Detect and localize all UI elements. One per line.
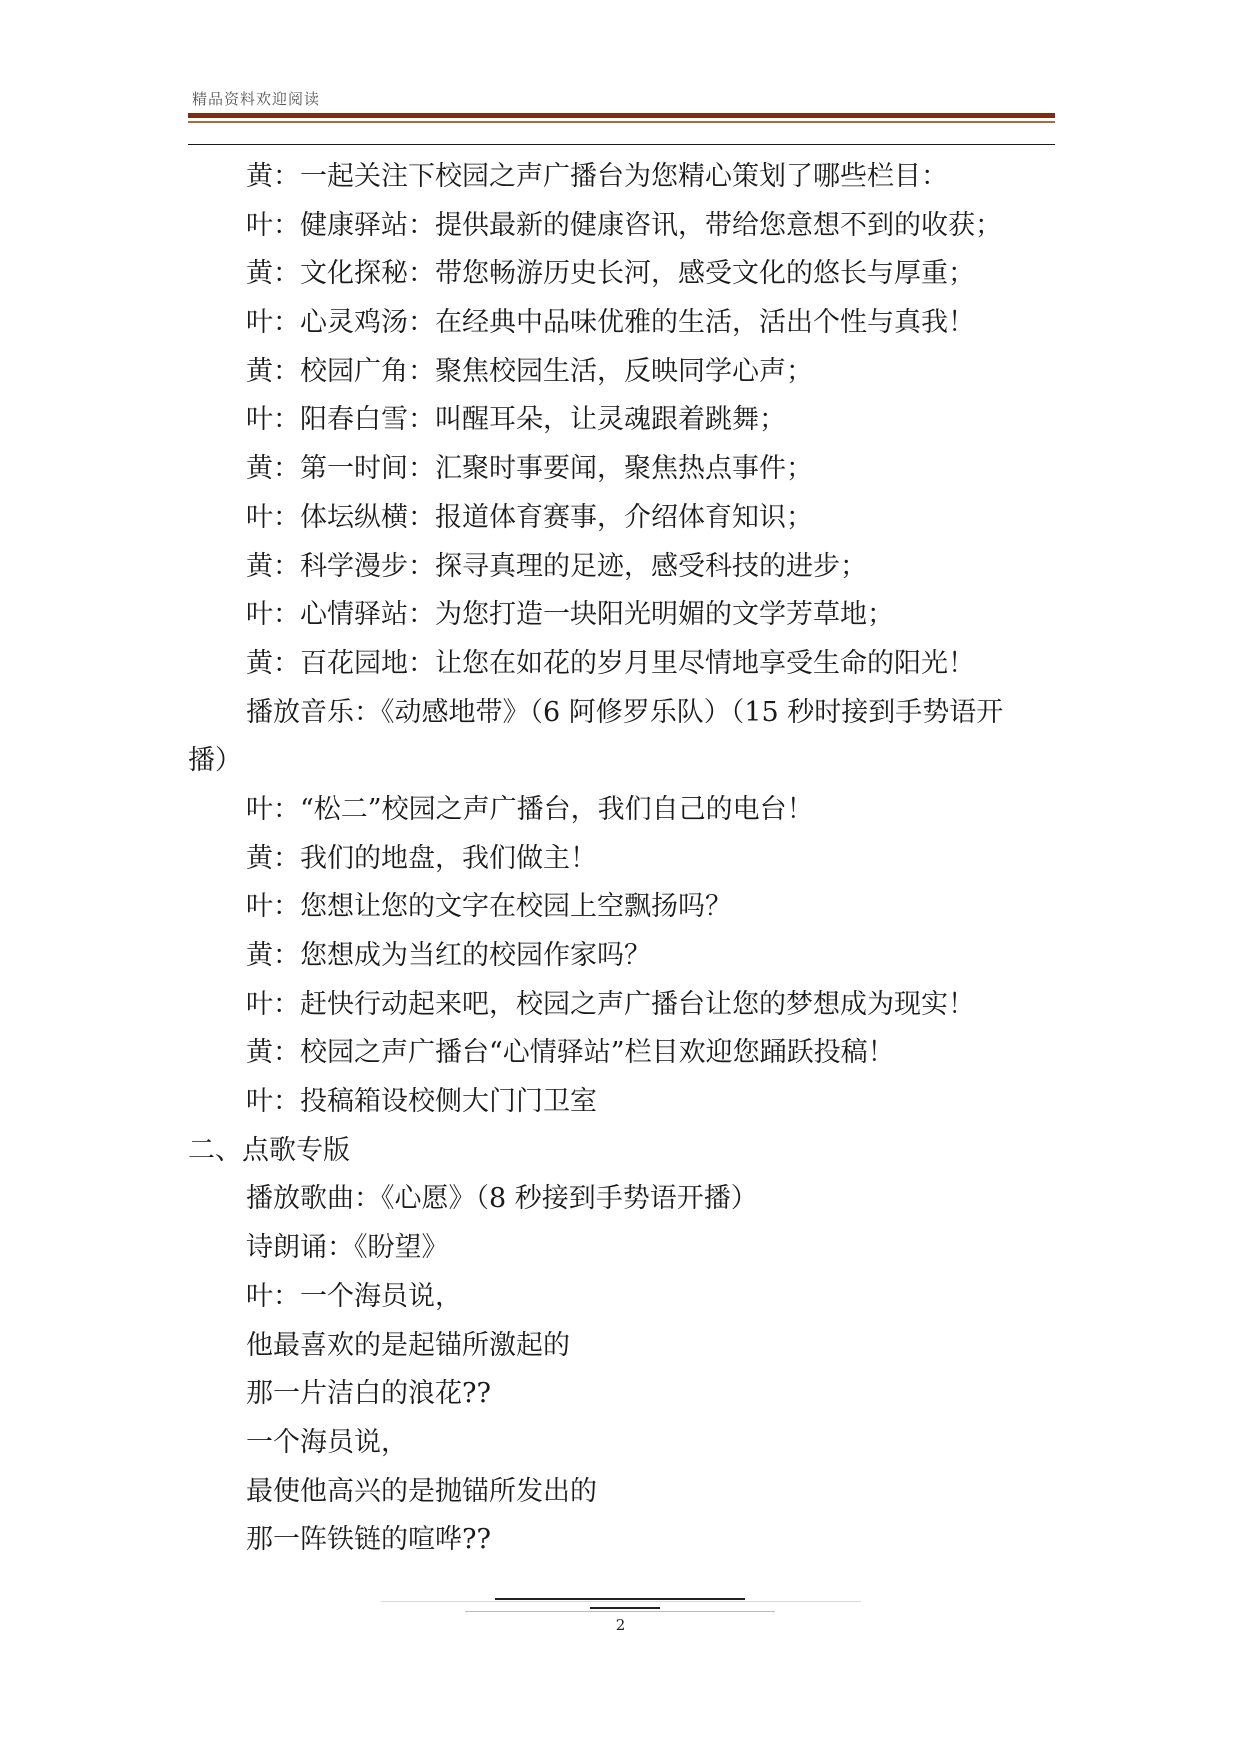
header-rule-thin	[188, 144, 1055, 145]
footer-rule	[495, 1598, 745, 1600]
poem-line: 一个海员说，	[246, 1426, 408, 1458]
text-line: 播放歌曲：《心愿》（8 秒接到手势语开播）	[246, 1183, 758, 1215]
text-line: 黄：我们的地盘，我们做主！	[246, 842, 597, 874]
text-line: 叶：心情驿站：为您打造一块阳光明媚的文学芳草地；	[246, 599, 894, 631]
poem-line: 那一片洁白的浪花??	[246, 1378, 491, 1410]
text-line: 黄：您想成为当红的校园作家吗？	[246, 940, 651, 971]
footer-rule	[590, 1607, 660, 1609]
section-heading: 二、点歌专版	[188, 1134, 350, 1166]
text-line: 叶：“松二”校园之声广播台，我们自己的电台！	[246, 793, 814, 825]
text-line: 叶：您想让您的文字在校园上空飘扬吗？	[246, 891, 732, 923]
document-body	[188, 153, 1058, 1565]
text-line: 叶：体坛纵横：报道体育赛事，介绍体育知识；	[246, 501, 813, 533]
text-line: 叶：投稿箱设校侧大门门卫室	[246, 1086, 597, 1118]
text-line: 播放音乐：《动感地带》（6 阿修罗乐队）（15 秒时接到手势语开	[246, 696, 1004, 728]
page-number: 2	[615, 1616, 626, 1634]
text-line: 叶：心灵鸡汤：在经典中品味优雅的生活，活出个性与真我！	[246, 307, 975, 339]
poem-line: 那一阵铁链的喧哗??	[246, 1524, 491, 1556]
poem-line: 他最喜欢的是起锚所激起的	[246, 1329, 570, 1361]
footer-rule	[465, 1611, 775, 1612]
text-line: 黄：科学漫步：探寻真理的足迹，感受科技的进步；	[246, 550, 867, 582]
header-rule-accent	[188, 121, 1055, 123]
text-line: 黄：第一时间：汇聚时事要闻，聚焦热点事件；	[246, 453, 813, 485]
text-line: 叶：赶快行动起来吧，校园之声广播台让您的梦想成为现实！	[246, 988, 975, 1020]
footer-rule	[381, 1601, 861, 1602]
header-title: 精品资料欢迎阅读	[192, 90, 321, 108]
text-line: 黄：校园之声广播台“心情驿站”栏目欢迎您踊跃投稿！	[246, 1037, 895, 1069]
text-line: 黄：一起关注下校园之声广播台为您精心策划了哪些栏目：	[246, 161, 948, 192]
header-rule-thick	[188, 113, 1055, 118]
text-line-continuation: 播）	[188, 745, 242, 777]
text-line: 诗朗诵：《盼望》	[246, 1232, 449, 1264]
poem-line: 叶：一个海员说，	[246, 1280, 462, 1312]
text-line: 黄：百花园地：让您在如花的岁月里尽情地享受生命的阳光！	[246, 647, 975, 679]
text-line: 黄：文化探秘：带您畅游历史长河，感受文化的悠长与厚重；	[246, 258, 975, 290]
poem-line: 最使他高兴的是抛锚所发出的	[246, 1475, 597, 1507]
text-line: 叶：阳春白雪：叫醒耳朵，让灵魂跟着跳舞；	[246, 404, 786, 436]
text-line: 叶：健康驿站：提供最新的健康咨讯，带给您意想不到的收获；	[246, 209, 1002, 241]
text-line: 黄：校园广角：聚焦校园生活，反映同学心声；	[246, 355, 813, 387]
